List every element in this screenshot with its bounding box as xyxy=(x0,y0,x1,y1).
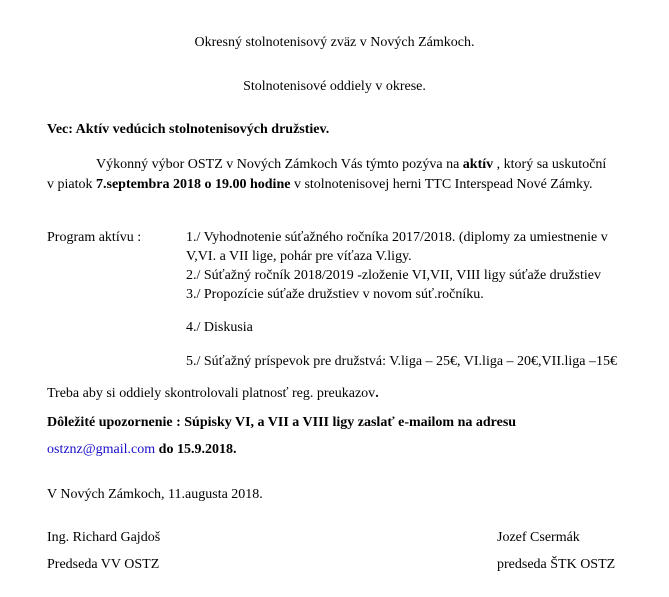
signature-left-name: Ing. Richard Gajdoš xyxy=(47,530,161,545)
program-item-4: 4./ Diskusia xyxy=(186,320,253,335)
intro-text-tail: , ktorý sa uskutoční xyxy=(493,157,607,172)
program-item-2: 2./ Súťažný ročník 2018/2019 -zloženie VI,VII, VIII ligy súťaže družstiev xyxy=(186,268,602,283)
notice-line-1 xyxy=(47,413,516,433)
intro-line-2 xyxy=(47,175,593,195)
reminder-text: Treba aby si oddiely skontrolovali platnosť reg. preukazov xyxy=(47,386,376,401)
signature-right-name: Jozef Csermák xyxy=(497,530,580,545)
program-item-1-cont: V,VI. a VII lige, pohár pre víťaza V.ligy. xyxy=(186,249,412,264)
place-date: V Nových Zámkoch, 11.augusta 2018. xyxy=(47,487,263,502)
signature-left-role: Predseda VV OSTZ xyxy=(47,557,160,572)
intro-bold-aktiv: aktív xyxy=(462,157,494,172)
email-link[interactable]: ostznz@gmail.com xyxy=(47,442,156,457)
notice-text: Dôležité upozornenie : Súpisky VI, a VII a VIII ligy zaslať e-mailom na adresu xyxy=(47,415,517,430)
intro-venue: v stolnotenisovej herni TTC Interspead Nové Zámky. xyxy=(290,177,593,192)
subject-line xyxy=(47,120,329,140)
intro-text: Výkonný výbor OSTZ v Nových Zámkoch Vás týmto pozýva na xyxy=(96,157,463,172)
signature-right-role: predseda ŠTK OSTZ xyxy=(497,557,616,572)
notice-deadline: do 15.9.2018. xyxy=(155,442,237,457)
program-item-3: 3./ Propozície súťaže družstiev v novom súť.ročníku. xyxy=(186,287,484,302)
notice-line-2 xyxy=(47,440,236,460)
subject-label: Vec: xyxy=(47,122,76,137)
program-item-1: 1./ Vyhodnotenie súťažného ročníka 2017/2018. (diplomy za umiestnenie v xyxy=(186,230,608,245)
reminder-end: . xyxy=(375,386,379,401)
intro-date-bold: 7.septembra 2018 o 19.00 hodine xyxy=(96,177,291,192)
header-recipients: Stolnotenisové oddiely v okrese. xyxy=(243,79,426,94)
program-label: Program aktívu : xyxy=(47,230,142,245)
intro-date-prefix: v piatok xyxy=(47,177,96,192)
program-item-5: 5./ Súťažný príspevok pre družstvá: V.liga – 25€, VI.liga – 20€,VII.liga –15€ xyxy=(186,354,617,369)
intro-line-1 xyxy=(96,155,606,175)
subject-text: Aktív vedúcich stolnotenisových družstiev. xyxy=(75,122,330,137)
header-org: Okresný stolnotenisový zväz v Nových Zámkoch. xyxy=(194,35,475,50)
reminder-line xyxy=(47,384,379,404)
